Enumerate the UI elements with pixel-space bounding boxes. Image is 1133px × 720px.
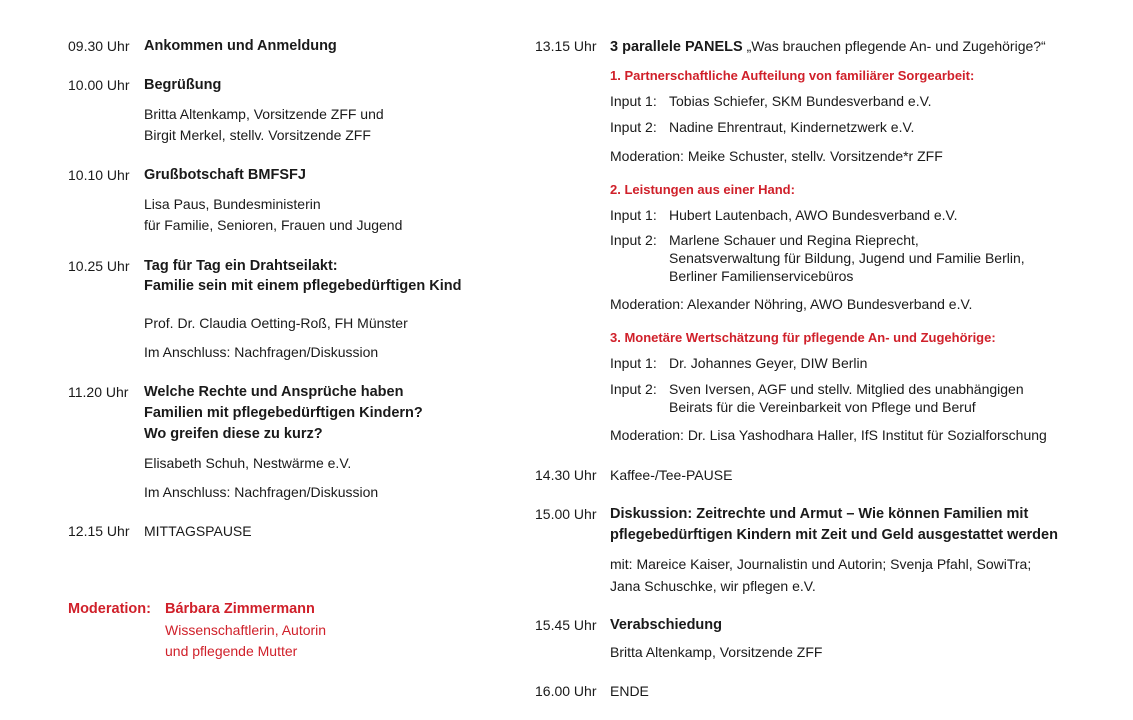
item-title-greeting: Grußbotschaft BMFSFJ (144, 167, 306, 183)
input-label: Input 1: (610, 93, 657, 109)
item-detail: Jana Schuschke, wir pflegen e.V. (610, 578, 816, 594)
item-detail: Birgit Merkel, stellv. Vorsitzende ZFF (144, 127, 371, 143)
panel-moderation: Moderation: Meike Schuster, stellv. Vorsitzende*r ZFF (610, 148, 943, 164)
item-detail: mit: Mareice Kaiser, Journalistin und Autorin; Svenja Pfahl, SowiTra; (610, 556, 1032, 572)
moderation-line: und pflegende Mutter (165, 643, 298, 659)
input-text: Nadine Ehrentraut, Kindernetzwerk e.V. (669, 119, 915, 135)
time-1545: 15.45 Uhr (535, 617, 597, 633)
time-0930: 09.30 Uhr (68, 38, 130, 54)
item-title-talk: Familie sein mit einem pflegebedürftigen Kind (144, 278, 462, 294)
input-label: Input 2: (610, 381, 657, 397)
item-title-rights: Welche Rechte und Ansprüche haben (144, 384, 404, 400)
panels-title: 3 parallele PANELS (610, 39, 743, 55)
panel-heading-3: 3. Monetäre Wertschätzung für pflegende An- und Zugehörige: (610, 330, 996, 345)
item-title-farewell: Verabschiedung (610, 617, 723, 633)
item-title-discussion: pflegebedürftigen Kindern mit Zeit und Geld ausgestattet werden (610, 527, 1058, 543)
panel-heading-2: 2. Leistungen aus einer Hand: (610, 182, 795, 197)
panels-heading (610, 37, 1046, 56)
time-1000: 10.00 Uhr (68, 77, 130, 93)
moderation-line: Wissenschaftlerin, Autorin (165, 622, 327, 638)
input-text: Berliner Familienservicebüros (669, 268, 854, 284)
time-1500: 15.00 Uhr (535, 506, 597, 522)
moderation-name: Bárbara Zimmermann (165, 601, 315, 617)
time-1315: 13.15 Uhr (535, 38, 597, 54)
input-label: Input 2: (610, 232, 657, 248)
item-title-arrival: Ankommen und Anmeldung (144, 38, 337, 54)
input-text: Dr. Johannes Geyer, DIW Berlin (669, 355, 868, 371)
input-text: Beirats für die Vereinbarkeit von Pflege und Beruf (669, 399, 976, 415)
item-detail: Britta Altenkamp, Vorsitzende ZFF (610, 644, 823, 660)
time-1120: 11.20 Uhr (68, 384, 129, 400)
item-title-end: ENDE (610, 683, 649, 699)
time-1215: 12.15 Uhr (68, 523, 130, 539)
input-text: Senatsverwaltung für Bildung, Jugend und Familie Berlin, (669, 250, 1025, 266)
item-detail: Lisa Paus, Bundesministerin (144, 196, 321, 212)
item-detail: Prof. Dr. Claudia Oetting-Roß, FH Münster (144, 315, 408, 331)
item-title-discussion: Diskussion: Zeitrechte und Armut – Wie können Familien mit (610, 506, 1029, 522)
input-label: Input 2: (610, 119, 657, 135)
item-detail: Elisabeth Schuh, Nestwärme e.V. (144, 455, 352, 471)
panel-moderation: Moderation: Alexander Nöhring, AWO Bundesverband e.V. (610, 296, 973, 312)
input-label: Input 1: (610, 355, 657, 371)
item-extra: Im Anschluss: Nachfragen/Diskussion (144, 344, 379, 360)
input-text: Sven Iversen, AGF und stellv. Mitglied des unabhängigen (669, 381, 1024, 397)
item-detail: für Familie, Senioren, Frauen und Jugend (144, 217, 403, 233)
panel-heading-1: 1. Partnerschaftliche Aufteilung von familiärer Sorgearbeit: (610, 68, 975, 83)
item-title-rights: Familien mit pflegebedürftigen Kindern? (144, 405, 423, 421)
item-detail: Britta Altenkamp, Vorsitzende ZFF und (144, 106, 384, 122)
item-extra: Im Anschluss: Nachfragen/Diskussion (144, 484, 379, 500)
item-title-rights: Wo greifen diese zu kurz? (144, 426, 323, 442)
time-1600: 16.00 Uhr (535, 683, 597, 699)
input-text: Tobias Schiefer, SKM Bundesverband e.V. (669, 93, 932, 109)
time-1010: 10.10 Uhr (68, 167, 130, 183)
input-text: Marlene Schauer und Regina Rieprecht, (669, 232, 919, 248)
panel-moderation: Moderation: Dr. Lisa Yashodhara Haller, IfS Institut für Sozialforschung (610, 427, 1047, 443)
input-text: Hubert Lautenbach, AWO Bundesverband e.V. (669, 207, 958, 223)
moderation-label: Moderation: (68, 601, 151, 617)
input-label: Input 1: (610, 207, 657, 223)
item-title-welcome: Begrüßung (144, 77, 222, 93)
panels-subtitle: „Was brauchen pflegende An- und Zugehörige?“ (746, 38, 1046, 54)
time-1025: 10.25 Uhr (68, 258, 130, 274)
item-title-coffee: Kaffee-/Tee-PAUSE (610, 467, 733, 483)
item-title-talk: Tag für Tag ein Drahtseilakt: (144, 258, 338, 274)
time-1430: 14.30 Uhr (535, 467, 597, 483)
item-title-lunch: MITTAGSPAUSE (144, 523, 252, 539)
